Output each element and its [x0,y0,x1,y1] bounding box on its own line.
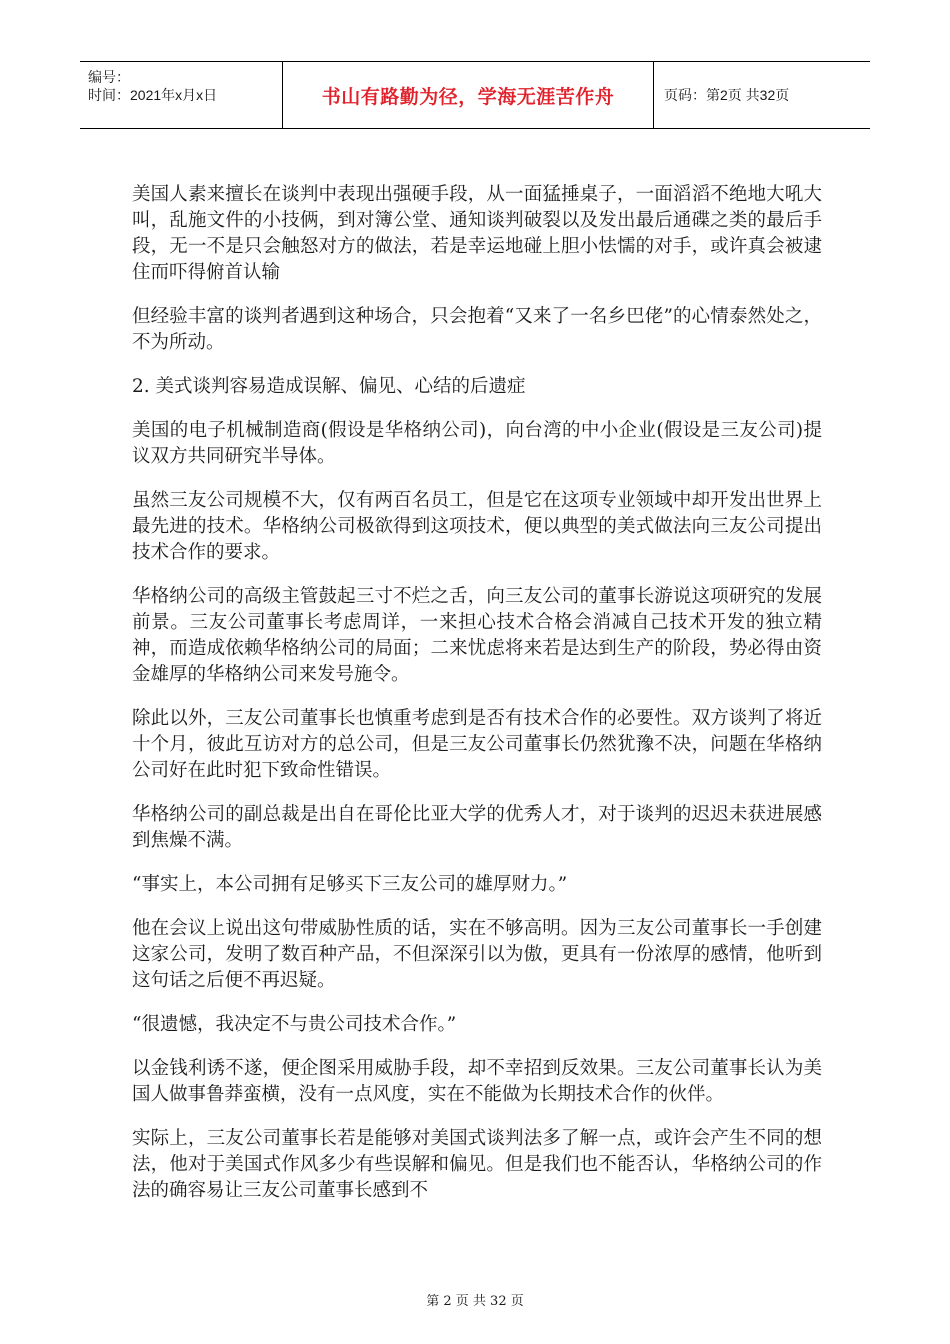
page-info-text: 页码：第2页 共32页 [664,87,790,103]
paragraph: 华格纳公司的副总裁是出自在哥伦比亚大学的优秀人才，对于谈判的迟迟未获进展感到焦燥不满。 [132,804,822,851]
header-motto-cell [282,62,654,128]
paragraph: 以金钱利诱不遂，便企图采用威胁手段，却不幸招到反效果。三友公司董事长认为美国人做事鲁莽蛮横，没有一点风度，实在不能做为长期技术合作的伙伴。 [132,1058,822,1105]
paragraph: 实际上，三友公司董事长若是能够对美国式谈判法多了解一点，或许会产生不同的想法，他对于美国式作风多少有些误解和偏见。但是我们也不能否认，华格纳公司的作法的确容易让三友公司董事长感到不 [132,1128,822,1201]
time-label: 时间：2021年x月x日 [88,87,218,103]
paragraph: 除此以外，三友公司董事长也慎重考虑到是否有技术合作的必要性。双方谈判了将近十个月，彼此互访对方的总公司，但是三友公司董事长仍然犹豫不决，问题在华格纳公司好在此时犯下致命性错误。 [132,708,822,781]
paragraph: 但经验丰富的谈判者遇到这种场合，只会抱着“又来了一名乡巴佬”的心情泰然处之，不为所动。 [132,306,822,353]
section-heading: 2. 美式谈判容易造成误解、偏见、心结的后遗症 [132,376,526,397]
quote-paragraph: “事实上，本公司拥有足够买下三友公司的雄厚财力。” [132,874,568,895]
header-page-info [654,62,870,128]
header-motto: 书山有路勤为径，学海无涯苦作舟 [321,85,615,108]
paragraph: 美国的电子机械制造商(假设是华格纳公司)，向台湾的中小企业(假设是三友公司)提议双方共同研究半导体。 [132,420,822,467]
number-label: 编号： [88,69,130,85]
header-meta [80,62,282,128]
footer-page-number: 第 2 页 共 32 页 [426,1294,524,1309]
paragraph: 美国人素来擅长在谈判中表现出强硬手段，从一面猛捶桌子，一面滔滔不绝地大吼大叫，乱施文件的小技俩，到对簿公堂、通知谈判破裂以及发出最后通碟之类的最后手段，无一不是只会触怒对方的做法，若是幸运地碰上胆小怯懦的对手，或许真会被逮住而吓得俯首认输 [132,184,822,283]
paragraph: 虽然三友公司规模不大，仅有两百名员工，但是它在这项专业领域中却开发出世界上最先进的技术。华格纳公司极欲得到这项技术，便以典型的美式做法向三友公司提出技术合作的要求。 [132,490,822,563]
quote-paragraph: “很遗憾，我决定不与贵公司技术合作。” [132,1014,457,1035]
page-header [80,61,870,129]
paragraph: 华格纳公司的高级主管鼓起三寸不烂之舌，向三友公司的董事长游说这项研究的发展前景。三友公司董事长考虑周详，一来担心技术合格会消减自己技术开发的独立精神，而造成依赖华格纳公司的局面；二来忧虑将来若是达到生产的阶段，势必得由资金雄厚的华格纳公司来发号施令。 [132,586,822,685]
paragraph: 他在会议上说出这句带威胁性质的话，实在不够高明。因为三友公司董事长一手创建这家公司，发明了数百种产品，不但深深引以为傲，更具有一份浓厚的感情，他听到这句话之后便不再迟疑。 [132,918,822,991]
document-body [132,182,822,1222]
page-footer [0,1290,950,1309]
